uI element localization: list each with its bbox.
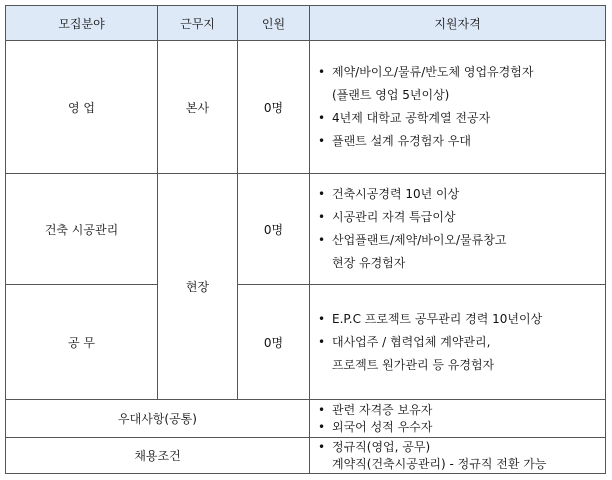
- qualification-item: • 4년제 대학교 공학계열 전공자: [318, 107, 605, 130]
- qualification-list: [318, 183, 605, 275]
- field-label: 공 무: [68, 335, 95, 350]
- qualification-item: • 건축시공경력 10년 이상: [318, 183, 605, 206]
- recruitment-table: [5, 5, 606, 474]
- conditions-cell: [310, 438, 606, 474]
- qualification-list: [318, 61, 605, 153]
- headcount-value: 0명: [263, 335, 284, 350]
- location-cell: [158, 174, 238, 400]
- qualifications-cell: [310, 285, 606, 400]
- preferred-row: [6, 400, 606, 438]
- conditions-row: [6, 438, 606, 474]
- header-field: 모집분야: [6, 6, 158, 41]
- table-row: [6, 174, 606, 285]
- conditions-label: 채용조건: [134, 449, 181, 463]
- location-cell: [158, 41, 238, 174]
- location-label: 본사: [185, 100, 210, 115]
- location-label: 현장: [185, 280, 210, 294]
- preferred-cell: [310, 400, 606, 438]
- header-location: 근무지: [158, 6, 238, 41]
- preferred-list: [318, 402, 605, 436]
- field-cell: [6, 174, 158, 285]
- qualification-item: • 플랜트 설계 유경험자 우대: [318, 130, 605, 153]
- preferred-label-cell: [6, 400, 310, 438]
- field-cell: [6, 285, 158, 400]
- qualification-item: • 시공관리 자격 특급이상: [318, 206, 605, 229]
- headcount-value: 0명: [263, 100, 284, 115]
- conditions-list: [318, 439, 605, 473]
- table-row: [6, 41, 606, 174]
- headcount-cell: [238, 41, 310, 174]
- field-label: 건축 시공관리: [44, 222, 119, 237]
- qualification-item: • 산업플랜트/제약/바이오/물류창고 현장 유경험자: [318, 229, 605, 275]
- field-label: 영 업: [68, 100, 95, 115]
- qualifications-cell: [310, 174, 606, 285]
- table-row: [6, 285, 606, 400]
- qualification-item: • E.P.C 프로젝트 공무관리 경력 10년이상: [318, 308, 605, 331]
- headcount-value: 0명: [263, 222, 284, 237]
- conditions-label-cell: [6, 438, 310, 474]
- header-qualifications: 지원자격: [310, 6, 606, 41]
- qualification-item: • 제약/바이오/물류/반도체 영업유경험자 (플랜트 영업 5년이상): [318, 61, 605, 107]
- qualification-item: • 대사업주 / 협력업체 계약관리, 프로젝트 원가관리 등 유경험자: [318, 331, 605, 377]
- preferred-item: • 외국어 성적 우수자: [318, 419, 605, 436]
- qualifications-cell: [310, 41, 606, 174]
- conditions-item: • 정규직(영업, 공무) 계약직(건축시공관리) - 정규직 전환 가능: [318, 439, 605, 473]
- headcount-cell: [238, 174, 310, 285]
- qualification-list: [318, 308, 605, 377]
- headcount-cell: [238, 285, 310, 400]
- header-row: [6, 6, 606, 41]
- preferred-label: 우대사항(공통): [118, 412, 197, 426]
- field-cell: [6, 41, 158, 174]
- header-headcount: 인원: [238, 6, 310, 41]
- preferred-item: • 관련 자격증 보유자: [318, 402, 605, 419]
